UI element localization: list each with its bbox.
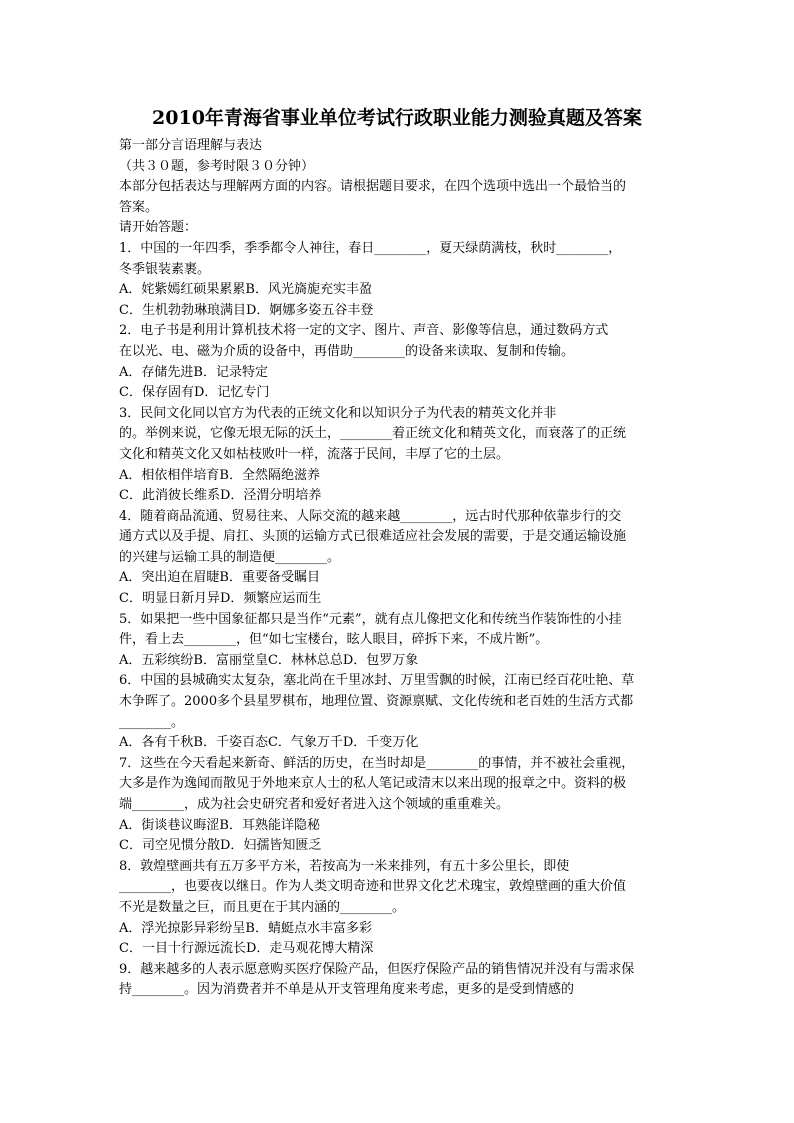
text-line: 7．这些在今天看起来新奇、鲜活的历史，在当时却是________的事情，并不被社会重视，: [119, 755, 635, 771]
text-line: A．各有千秋B．千姿百态C．气象万千D．千变万化: [119, 735, 419, 751]
text-line: A．浮光掠影异彩纷呈B．蜻蜓点水丰富多彩: [119, 920, 372, 936]
text-line: 本部分包括表达与理解两方面的内容。请根据题目要求，在四个选项中选出一个最恰当的: [119, 179, 627, 195]
document-body: [119, 136, 679, 1001]
text-line: 不光是数量之巨，而且更在于其内涵的________。: [119, 899, 406, 915]
text-line: 答案。: [119, 199, 159, 215]
text-line: C．司空见惯分散D．妇孺皆知匮乏: [119, 838, 322, 854]
text-line: 通方式以及手提、肩扛、头顶的运输方式已很难适应社会发展的需要，于是交通运输设施: [119, 529, 627, 545]
text-line: （共３０题，参考时限３０分钟）: [119, 158, 315, 174]
document-title: 2010年青海省事业单位考试行政职业能力测验真题及答案: [152, 107, 642, 129]
text-line: 请开始答题：: [119, 220, 198, 236]
text-line: 的。举例来说，它像无垠无际的沃土，________着正统文化和精英文化，而衰落了的正统: [119, 426, 627, 442]
text-line: 大多是作为逸闻而散见于外地来京人士的私人笔记或清末以来出现的报章之中。资料的极: [119, 776, 627, 792]
text-line: 端________，成为社会史研究者和爱好者进入这个领域的重重难关。: [119, 797, 510, 812]
text-line: C．生机勃勃琳琅满目D．婀娜多姿五谷丰登: [119, 302, 374, 318]
text-line: A．存储先进B．记录特定: [119, 364, 268, 380]
text-line: A．五彩缤纷B．富丽堂皇C．林林总总D．包罗万象: [119, 652, 419, 668]
text-line: 9．越来越多的人表示愿意购买医疗保险产品，但医疗保险产品的销售情况并没有与需求保: [119, 961, 635, 977]
text-line: ________。: [119, 714, 185, 730]
text-line: 4．随着商品流通、贸易往来、人际交流的越来越________，远古时代那种依靠步行的交: [119, 508, 622, 524]
text-line: 持________。因为消费者并不单是从开支管理角度来考虑，更多的是受到情感的: [119, 982, 575, 998]
text-line: 8．敦煌壁画共有五万多平方米，若按高为一米来排列，有五十多公里长，即使: [119, 858, 570, 874]
text-line: 1．中国的一年四季，季季都令人神往，春日________，夏天绿荫满枝，秋时________，: [119, 240, 622, 256]
text-line: 冬季银装素裹。: [119, 261, 211, 277]
text-line: C．保存固有D．记忆专门: [119, 385, 270, 401]
text-line: C．明显日新月异D．频繁应运而生: [119, 591, 322, 607]
text-line: A．姹紫嫣红硕果累累B．风光旖旎充实丰盈: [119, 282, 372, 298]
text-line: 5．如果把一些中国象征都只是当作“元素”，就有点儿像把文化和传统当作装饰性的小挂: [119, 611, 622, 627]
text-line: C．此消彼长维系D．泾渭分明培养: [119, 488, 322, 504]
text-line: A．街谈巷议晦涩B．耳熟能详隐秘: [119, 817, 320, 833]
text-line: 第一部分言语理解与表达: [119, 138, 263, 153]
text-line: ________，也要夜以继日。作为人类文明奇迹和世界文化艺术瑰宝，敦煌壁画的重大价值: [119, 879, 627, 895]
text-line: 在以光、电、磁为介质的设备中，再借助________的设备来读取、复制和传输。: [119, 343, 575, 359]
text-line: 2．电子书是利用计算机技术将一定的文字、图片、声音、影像等信息，通过数码方式: [119, 323, 609, 339]
text-line: 件，看上去________，但“如七宝楼台，眩人眼目，碎拆下来，不成片断”。: [119, 632, 549, 648]
text-line: 的兴建与运输工具的制造便________。: [119, 549, 341, 565]
text-line: 3．民间文化同以官方为代表的正统文化和以知识分子为代表的精英文化并非: [119, 405, 557, 421]
text-line: C．一目十行源远流长D．走马观花博大精深: [119, 941, 374, 957]
text-line: 文化和精英文化又如枯枝败叶一样，流落于民间，丰厚了它的土层。: [119, 446, 510, 462]
text-line: 6．中国的县城确实太复杂，塞北尚在千里冰封、万里雪飘的时候，江南已经百花吐艳、草: [119, 673, 635, 689]
text-line: 木争晖了。2000多个县星罗棋布，地理位置、资源禀赋、文化传统和老百姓的生活方式都: [119, 694, 634, 710]
text-line: A．相依相伴培育B．全然隔绝滋养: [119, 467, 320, 483]
text-line: A．突出迫在眉睫B．重要备受瞩目: [119, 570, 320, 586]
